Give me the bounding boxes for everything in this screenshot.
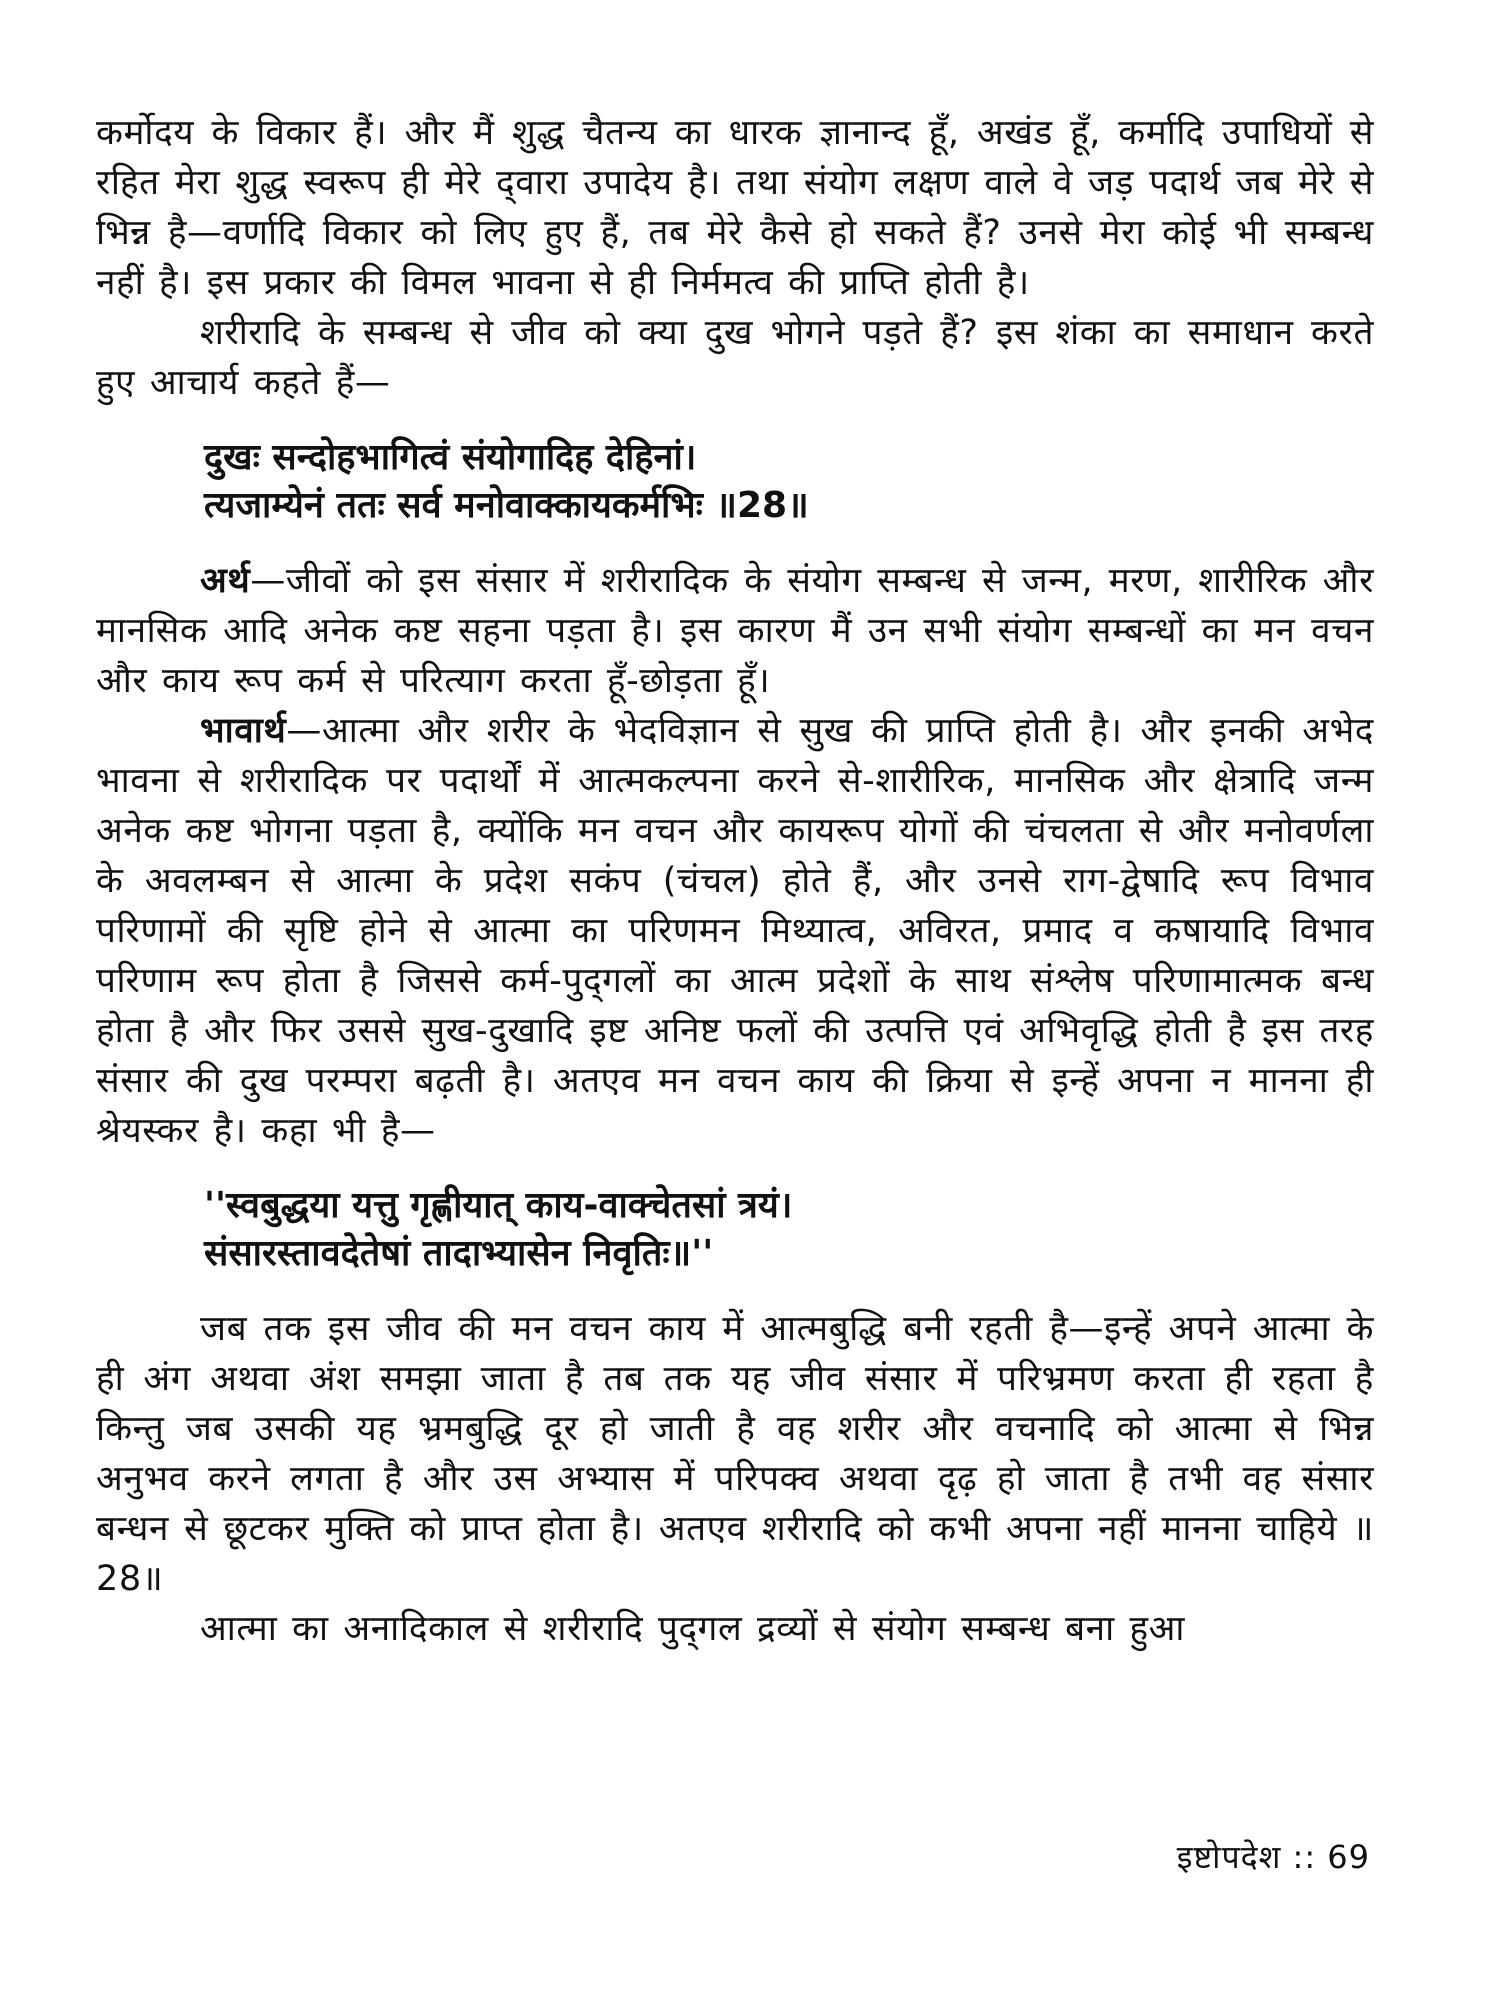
paragraph-question: शरीरादि के सम्बन्ध से जीव को क्या दुख भोगने पड़ते हैं? इस शंका का समाधान करते हुए आचार्य कहते हैं—	[96, 313, 1374, 403]
paragraph-continuation: आत्मा का अनादिकाल से शरीरादि पुद्‍गल द्रव्यों से संयोग सम्बन्ध बना हुआ	[200, 1609, 1186, 1649]
verse-line-1: दुखः सन्दोहभागित्वं संयोगादिह देहिनां।	[204, 437, 697, 478]
footer-book-title: इष्टोपदेश	[1176, 1838, 1282, 1876]
footer-page-number: 69	[1327, 1838, 1370, 1876]
verse-28	[204, 434, 1374, 530]
artha-label: अर्थ	[200, 561, 251, 601]
quoted-verse	[204, 1182, 1374, 1278]
paragraph-intro: कर्मोदय के विकार हैं। और मैं शुद्ध चैतन्य का धारक ज्ञानान्द हूँ, अखंड हूँ, कर्मादि उपाधियों से रहित मेरा शुद्ध स्वरूप ही मेरे द्‍वारा उपादेय है। तथा संयोग लक्षण वाले वे जड़ पदार्थ जब मेरे से भिन्न है—वर्णादि विकार को लिए हुए हैं, तब मेरे कैसे हो सकते हैं? उनसे मेरा कोई भी सम्बन्ध नहीं है। इस प्रकार की विमल भावना से ही निर्ममत्व की प्राप्ति होती है।	[96, 113, 1374, 303]
footer-separator: ::	[1292, 1838, 1317, 1876]
quoted-verse-line-1: ''स्वबुद्धया यत्तु गृह्णीयात्‌ काय-वाक्चेतसां त्रयं।	[204, 1185, 793, 1226]
verse-line-2: त्यजाम्येनं ततः सर्व मनोवाक्कायकर्मभिः ॥28॥	[204, 485, 809, 526]
bhavartha-text: —आत्मा और शरीर के भेदविज्ञान से सुख की प्राप्ति होती है। और इनकी अभेद भावना से शरीरादिक पर पदार्थों में आत्मकल्पना करने से-शारीरिक, मानसिक और क्षेत्रादि जन्म अनेक कष्ट भोगना पड़ता है, क्योंकि मन वचन और कायरूप योगों की चंचलता से और मनोवर्णला के अवलम्बन से आत्मा के प्रदेश सकंप (चंचल) होते हैं, और उनसे राग-द्वेषादि रूप विभाव परिणामों की सृष्टि होने से आत्मा का परिणमन मिथ्यात्व, अविरत, प्रमाद व कषायादि विभाव परिणाम रूप होता है जिससे कर्म-पुद्‍गलों का आत्म प्रदेशों के साथ संश्लेष परिणामात्मक बन्ध होता है और फिर उससे सुख-दुखादि इष्ट अनिष्ट फलों की उत्पत्ति एवं अभिवृद्धि होती है इस तरह संसार की दुख परम्परा बढ़ती है। अतएव मन वचन काय की क्रिया से इन्हें अपना न मानना ही श्रेयस्कर है। कहा भी है—	[96, 711, 1374, 1151]
paragraph-explanation: जब तक इस जीव की मन वचन काय में आत्मबुद्धि बनी रहती है—इन्हें अपने आत्मा के ही अंग अथवा अंश समझा जाता है तब तक यह जीव संसार में परिभ्रमण करता ही रहता है किन्तु जब उसकी यह भ्रमबुद्धि दूर हो जाती है वह शरीर और वचनादि को आत्मा से भिन्न अनुभव करने लगता है और उस अभ्यास में परिपक्व अथवा दृढ़ हो जाता है तभी वह संसार बन्धन से छूटकर मुक्ति को प्राप्त होता है। अतएव शरीरादि को कभी अपना नहीं मानना चाहिये ॥28॥	[96, 1309, 1374, 1599]
quoted-verse-line-2: संसारस्तावदेतेषां तादाभ्यासेन निवृतिः॥''	[204, 1233, 714, 1274]
paragraph-bhavartha	[96, 706, 1374, 1156]
page-body	[96, 108, 1374, 1958]
artha-text: —जीवों को इस संसार में शरीरादिक के संयोग सम्बन्ध से जन्म, मरण, शारीरिक और मानसिक आदि अनेक कष्ट सहना पड़ता है। इस कारण मैं उन सभी संयोग सम्बन्धों का मन वचन और काय रूप कर्म से परित्याग करता हूँ-छोड़ता हूँ।	[96, 561, 1374, 701]
bhavartha-label: भावार्थ	[200, 711, 287, 751]
page-footer	[1177, 1835, 1370, 1878]
paragraph-artha	[96, 556, 1374, 706]
